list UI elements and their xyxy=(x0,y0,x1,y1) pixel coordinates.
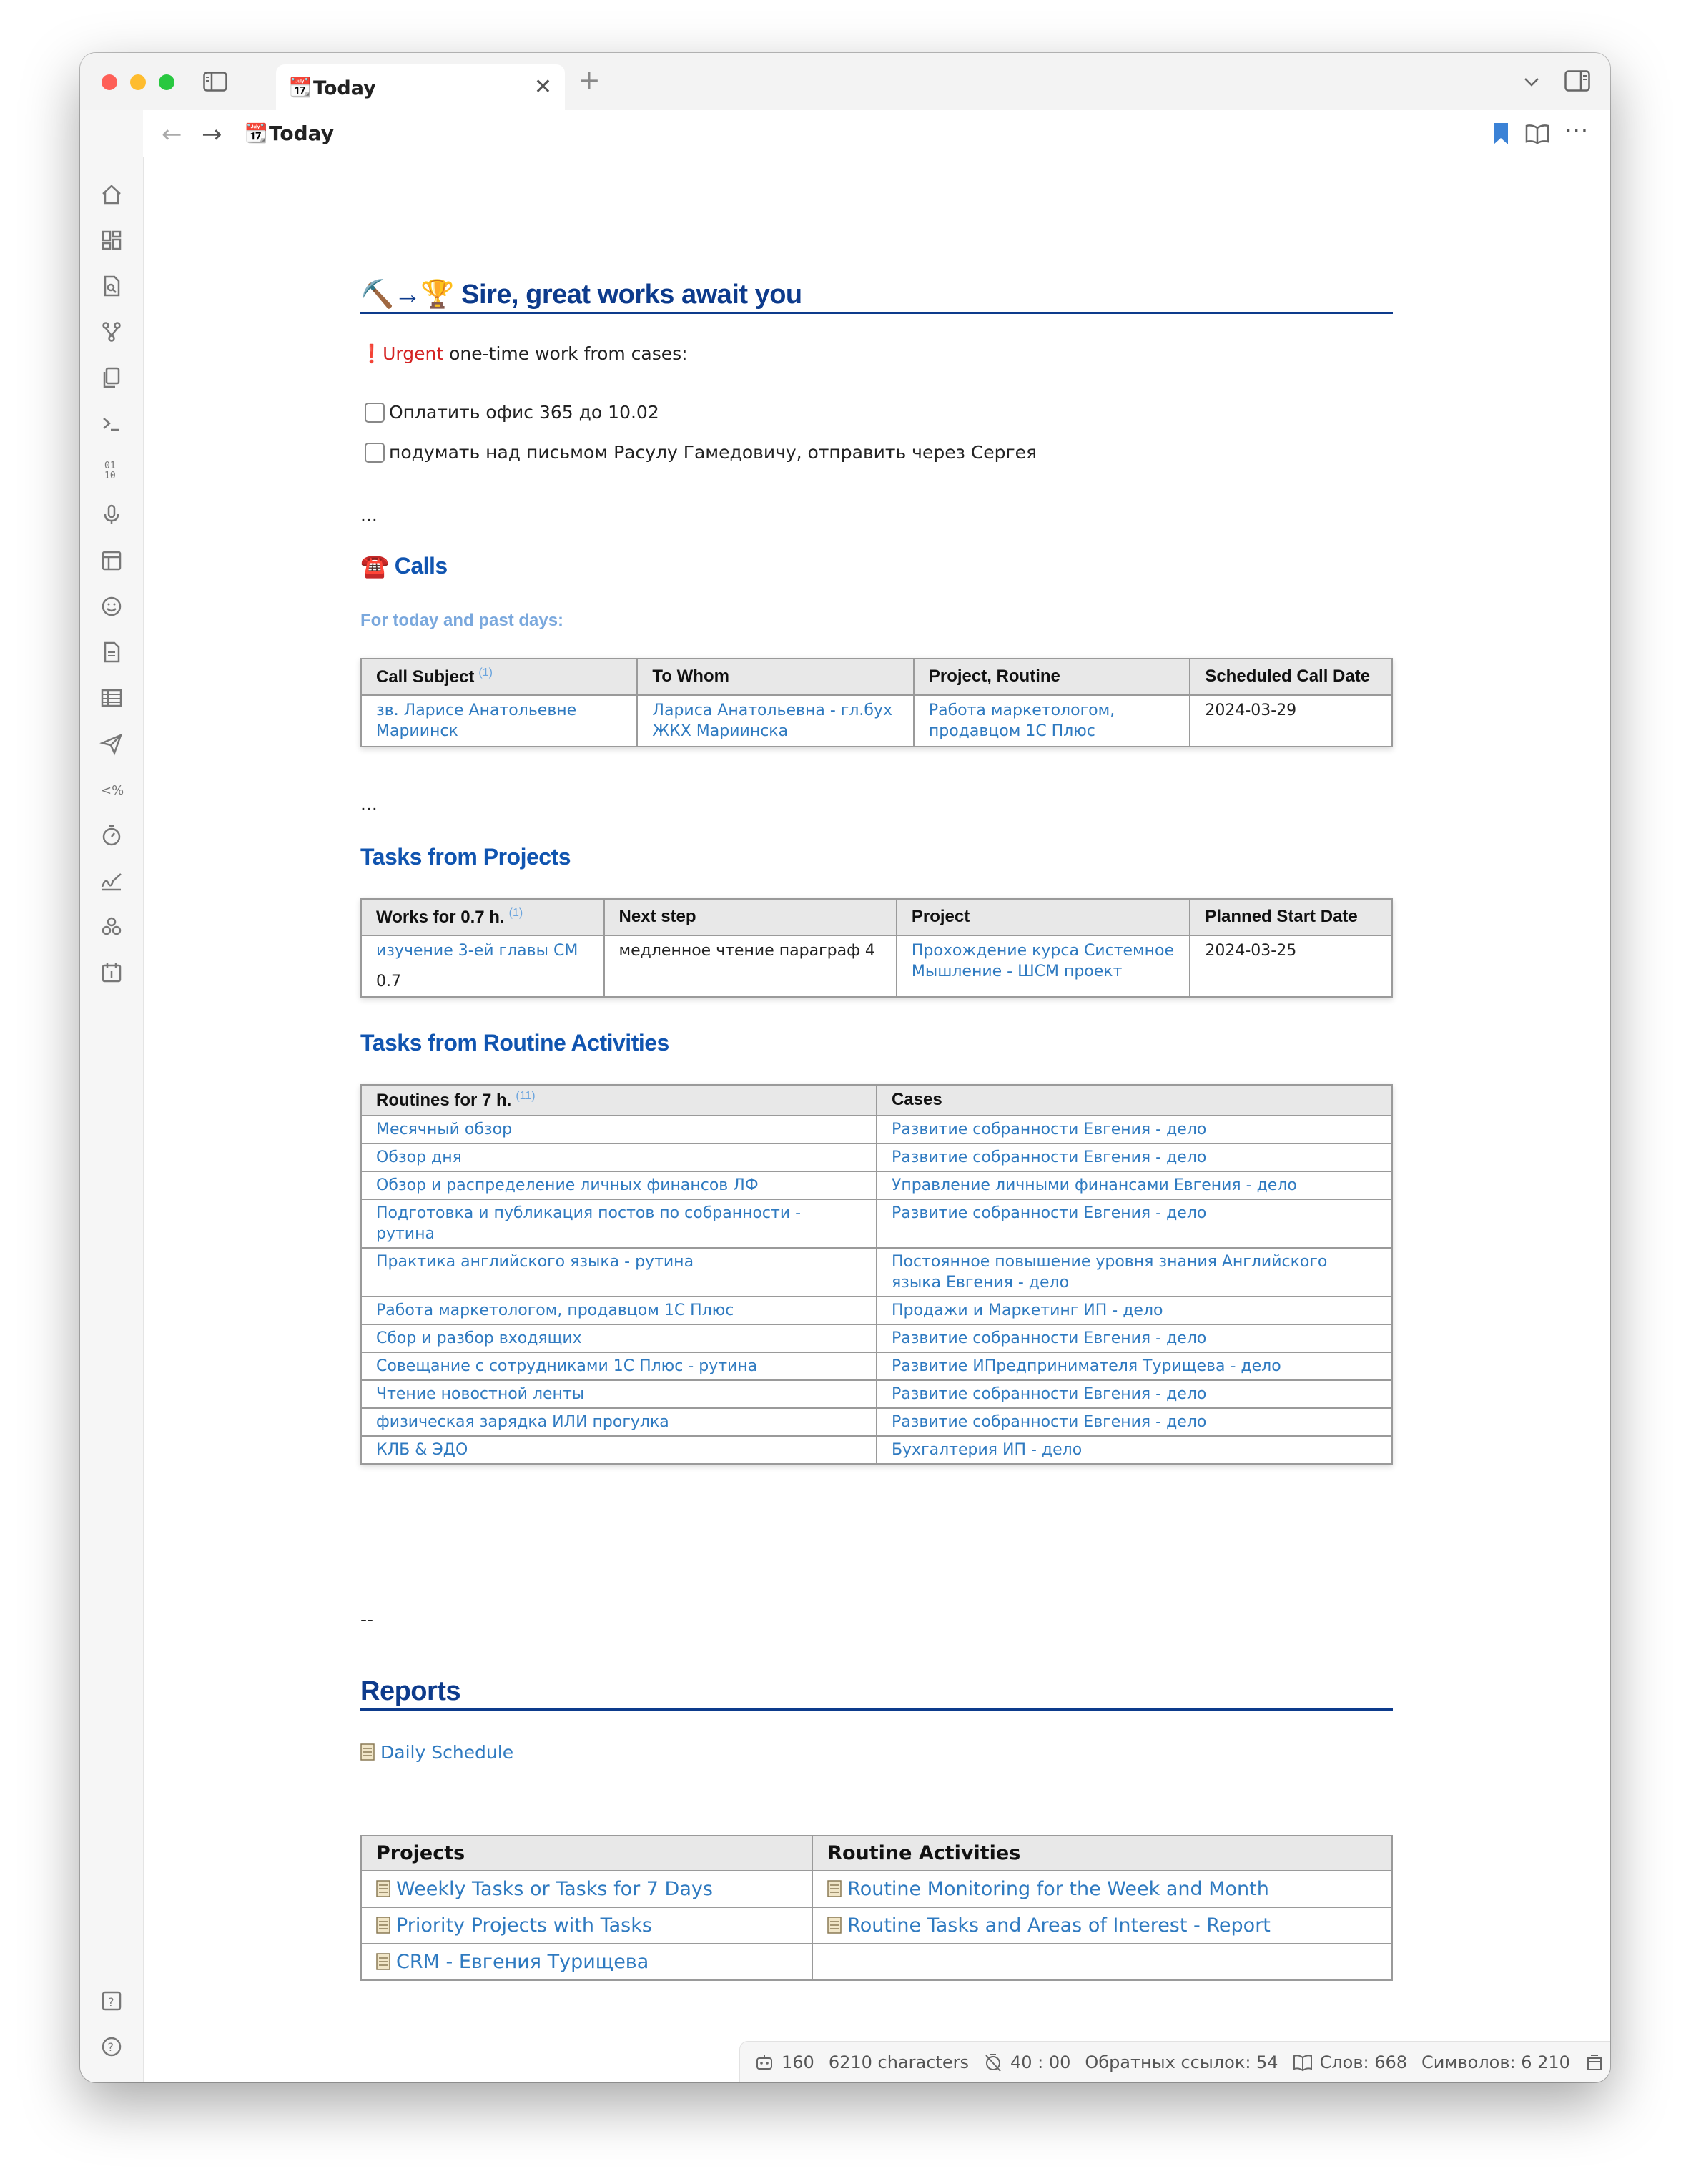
navigation-bar xyxy=(143,110,1610,157)
case-link[interactable]: Развитие собранности Евгения - дело xyxy=(877,1324,1392,1352)
projects-table-wrap xyxy=(360,898,1393,998)
minimize-window-button[interactable] xyxy=(130,74,146,90)
right-sidebar-toggle-icon[interactable] xyxy=(1564,70,1590,92)
note-icon xyxy=(376,1880,390,1897)
table-row xyxy=(361,1297,1392,1324)
note-icon xyxy=(376,1953,390,1970)
symbol-count: Символов: 6 210 xyxy=(1421,2052,1570,2072)
reports-table xyxy=(360,1835,1393,1981)
page-heading: ⛏️→🏆 Sire, great works await you xyxy=(360,279,1393,314)
note-icon xyxy=(827,1880,842,1897)
table-row xyxy=(361,695,1392,747)
column-header[interactable]: To Whom xyxy=(637,659,913,695)
table-row xyxy=(361,1143,1392,1171)
ellipsis-text: ... xyxy=(360,794,378,815)
work-link[interactable]: изучение 3-ей главы СМ xyxy=(376,942,578,960)
tab-today[interactable] xyxy=(276,64,565,110)
next-step-cell: медленное чтение параграф 4 xyxy=(604,935,897,997)
routine-link[interactable]: Практика английского языка - рутина xyxy=(361,1248,877,1297)
routine-report-cell xyxy=(812,1871,1392,1907)
projects-table xyxy=(360,898,1393,998)
projects-heading: Tasks from Projects xyxy=(360,844,571,870)
timer-off-icon xyxy=(983,2052,1003,2072)
column-header[interactable]: Scheduled Call Date xyxy=(1190,659,1392,695)
vault-status[interactable] xyxy=(1584,2052,1610,2072)
more-options-icon[interactable]: ··· xyxy=(1564,117,1589,144)
case-link[interactable]: Бухгалтерия ИП - дело xyxy=(877,1436,1392,1464)
project-report-cell xyxy=(361,1871,812,1907)
left-ribbon xyxy=(80,110,144,2082)
reports-table-wrap xyxy=(360,1835,1393,1981)
svg-text:10: 10 xyxy=(104,471,116,481)
call-subject-link[interactable]: зв. Ларисе Анатольевне Мариинск xyxy=(361,695,637,747)
note-icon xyxy=(376,1917,390,1934)
help-vault-icon[interactable] xyxy=(99,1988,124,2014)
routine-report-cell xyxy=(812,1907,1392,1944)
date-cell: 2024-03-25 xyxy=(1190,935,1392,997)
column-header[interactable]: Project xyxy=(897,899,1190,935)
case-link[interactable]: Развитие собранности Евгения - дело xyxy=(877,1380,1392,1408)
routine-link[interactable]: Обзор дня xyxy=(361,1143,877,1171)
report-link[interactable]: Routine Tasks and Areas of Interest - Report xyxy=(847,1914,1271,1937)
urgent-paragraph xyxy=(360,343,688,365)
report-link[interactable]: Priority Projects with Tasks xyxy=(396,1914,652,1937)
title-bar xyxy=(80,53,1610,111)
svg-text:?: ? xyxy=(108,1995,114,2009)
close-window-button[interactable] xyxy=(102,74,117,90)
svg-text:<%: <% xyxy=(101,783,124,798)
ellipsis-text: ... xyxy=(360,505,378,526)
svg-text:01: 01 xyxy=(104,461,116,471)
project-link[interactable]: Прохождение курса Системное Мышление - ШСМ проект xyxy=(897,935,1190,997)
routine-report-cell xyxy=(812,1944,1392,1980)
reading-status[interactable] xyxy=(1293,2052,1407,2072)
word-count: Слов: 668 xyxy=(1319,2052,1408,2072)
task-item xyxy=(360,442,1037,463)
table-row xyxy=(361,1324,1392,1352)
case-link[interactable]: Развитие собранности Евгения - дело xyxy=(877,1116,1392,1143)
case-link[interactable]: Продажи и Маркетинг ИП - дело xyxy=(877,1297,1392,1324)
task-label: подумать над письмом Расулу Гамедовичу, отправить через Сергея xyxy=(389,442,1037,463)
tab-title: Today xyxy=(313,77,376,99)
close-tab-icon[interactable]: ✕ xyxy=(533,74,552,99)
routine-link[interactable]: Совещание с сотрудниками 1С Плюс - рутина xyxy=(361,1352,877,1380)
sidebar-toggle-icon[interactable] xyxy=(203,72,227,92)
separator-text: -- xyxy=(360,1609,374,1630)
calls-table-wrap xyxy=(360,658,1393,747)
case-link[interactable]: Развитие собранности Евгения - дело xyxy=(877,1143,1392,1171)
zoom-window-button[interactable] xyxy=(159,74,174,90)
back-arrow-icon[interactable]: ← xyxy=(162,120,182,149)
table-row xyxy=(361,1408,1392,1436)
daily-schedule-item xyxy=(360,1742,513,1763)
table-icon[interactable] xyxy=(99,685,124,711)
percent-icon[interactable] xyxy=(99,777,124,802)
reports-heading: Reports xyxy=(360,1676,1393,1711)
case-link[interactable]: Управление личными финансами Евгения - дело xyxy=(877,1171,1392,1199)
smiley-icon[interactable] xyxy=(99,594,124,619)
signature-icon[interactable] xyxy=(99,868,124,894)
routine-link[interactable]: Сбор и разбор входящих xyxy=(361,1324,877,1352)
table-row xyxy=(361,1436,1392,1464)
routine-link[interactable]: КЛБ & ЭДО xyxy=(361,1436,877,1464)
timer-icon[interactable] xyxy=(99,822,124,848)
table-row xyxy=(361,1944,1392,1980)
task-label: Оплатить офис 365 до 10.02 xyxy=(389,402,659,423)
daily-schedule-link[interactable]: Daily Schedule xyxy=(380,1742,514,1763)
routine-link[interactable]: физическая зарядка ИЛИ прогулка xyxy=(361,1408,877,1436)
bookmark-icon[interactable] xyxy=(1492,122,1510,146)
case-link[interactable]: Развитие ИПредпринимателя Турищева - дело xyxy=(877,1352,1392,1380)
date-cell: 2024-03-29 xyxy=(1190,695,1392,747)
calendar-day-icon[interactable] xyxy=(99,960,124,985)
sync-status[interactable] xyxy=(754,2052,814,2072)
column-header[interactable]: Routines for 7 h. $^{(11)}$ xyxy=(361,1085,877,1116)
archive-icon xyxy=(1584,2052,1604,2072)
binary-icon[interactable] xyxy=(99,456,124,482)
routine-link[interactable]: Месячный обзор xyxy=(361,1116,877,1143)
report-link[interactable]: Weekly Tasks or Tasks for 7 Days xyxy=(396,1878,713,1900)
column-header[interactable]: Call Subject $^{(1)}$ xyxy=(361,659,637,695)
task-item xyxy=(360,402,659,423)
routines-table xyxy=(360,1084,1393,1465)
column-header[interactable]: Project, Routine xyxy=(914,659,1190,695)
table-row xyxy=(361,1871,1392,1907)
character-count: 6210 characters xyxy=(828,2052,969,2072)
work-hours: 0.7 xyxy=(376,973,401,990)
case-link[interactable]: Постоянное повышение уровня знания Английского языка Евгения - дело xyxy=(877,1248,1392,1297)
routine-link[interactable]: Чтение новостной ленты xyxy=(361,1380,877,1408)
column-header[interactable]: Next step xyxy=(604,899,897,935)
case-link[interactable]: Развитие собранности Евгения - дело xyxy=(877,1199,1392,1248)
report-link[interactable]: Routine Monitoring for the Week and Month xyxy=(847,1878,1269,1900)
report-link[interactable]: CRM - Евгения Турищева xyxy=(396,1951,649,1973)
project-report-cell xyxy=(361,1944,812,1980)
routines-table-wrap xyxy=(360,1084,1393,1465)
send-icon[interactable] xyxy=(99,731,124,757)
project-link[interactable]: Работа маркетологом, продавцом 1С Плюс xyxy=(914,695,1190,747)
dashboard-icon[interactable] xyxy=(99,227,124,253)
table-row xyxy=(361,1380,1392,1408)
reading-mode-icon[interactable] xyxy=(1524,123,1550,144)
urgent-label: ❗Urgent xyxy=(360,343,444,364)
column-header[interactable]: Planned Start Date xyxy=(1190,899,1392,935)
case-link[interactable]: Развитие собранности Евгения - дело xyxy=(877,1408,1392,1436)
graph-icon[interactable] xyxy=(99,319,124,345)
new-tab-icon[interactable]: + xyxy=(578,64,601,96)
table-row xyxy=(361,935,1392,997)
table-row xyxy=(361,1116,1392,1143)
help-icon[interactable] xyxy=(99,2034,124,2060)
routine-link[interactable]: Обзор и распределение личных финансов ЛФ xyxy=(361,1171,877,1199)
nodes-icon[interactable] xyxy=(99,914,124,940)
file-search-icon[interactable] xyxy=(99,273,124,299)
column-header[interactable]: Works for 0.7 h. $^{(1)}$ xyxy=(361,899,604,935)
column-header[interactable]: Routine Activities xyxy=(812,1836,1392,1871)
layout-icon[interactable] xyxy=(99,548,124,574)
project-report-cell xyxy=(361,1907,812,1944)
robot-icon xyxy=(754,2052,774,2072)
calls-heading: ☎️ Calls xyxy=(360,553,448,579)
calls-subheading: For today and past days: xyxy=(360,611,564,630)
app-window xyxy=(80,53,1610,2082)
note-title[interactable]: Today xyxy=(269,122,334,145)
column-header[interactable]: Cases xyxy=(877,1085,1392,1116)
timer-value: 40 : 00 xyxy=(1010,2052,1071,2072)
gear-icon[interactable] xyxy=(99,2080,124,2082)
line-count: 160 xyxy=(782,2052,814,2072)
forward-arrow-icon[interactable]: → xyxy=(202,120,222,149)
chevron-down-icon[interactable] xyxy=(1522,72,1542,92)
table-row xyxy=(361,1907,1392,1944)
table-row xyxy=(361,1199,1392,1248)
backlinks-count[interactable]: Обратных ссылок: 54 xyxy=(1085,2052,1278,2072)
table-row xyxy=(361,1248,1392,1297)
to-whom-link[interactable]: Лариса Анатольевна - гл.бух ЖКХ Мариинска xyxy=(637,695,913,747)
status-bar xyxy=(739,2041,1610,2082)
work-cell xyxy=(361,935,604,997)
calendar-icon: 📆 xyxy=(289,77,312,99)
task-checkbox[interactable] xyxy=(365,403,385,423)
document-icon[interactable] xyxy=(99,639,124,665)
svg-text:?: ? xyxy=(107,2040,114,2054)
routines-heading: Tasks from Routine Activities xyxy=(360,1030,669,1056)
routine-link[interactable]: Подготовка и публикация постов по собранности - рутина xyxy=(361,1199,877,1248)
terminal-icon[interactable] xyxy=(99,410,124,436)
copy-icon[interactable] xyxy=(99,365,124,390)
note-icon xyxy=(827,1917,842,1934)
pomodoro-timer[interactable] xyxy=(983,2052,1070,2072)
table-row xyxy=(361,1352,1392,1380)
routine-link[interactable]: Работа маркетологом, продавцом 1С Плюс xyxy=(361,1297,877,1324)
calls-table xyxy=(360,658,1393,747)
urgent-text: one-time work from cases: xyxy=(443,343,688,364)
note-icon xyxy=(360,1743,375,1761)
column-header[interactable]: Projects xyxy=(361,1836,812,1871)
task-checkbox[interactable] xyxy=(365,443,385,463)
table-row xyxy=(361,1171,1392,1199)
calendar-icon: 📆 xyxy=(245,123,268,144)
microphone-icon[interactable] xyxy=(99,502,124,528)
book-icon xyxy=(1293,2052,1313,2072)
home-icon[interactable] xyxy=(99,182,124,207)
